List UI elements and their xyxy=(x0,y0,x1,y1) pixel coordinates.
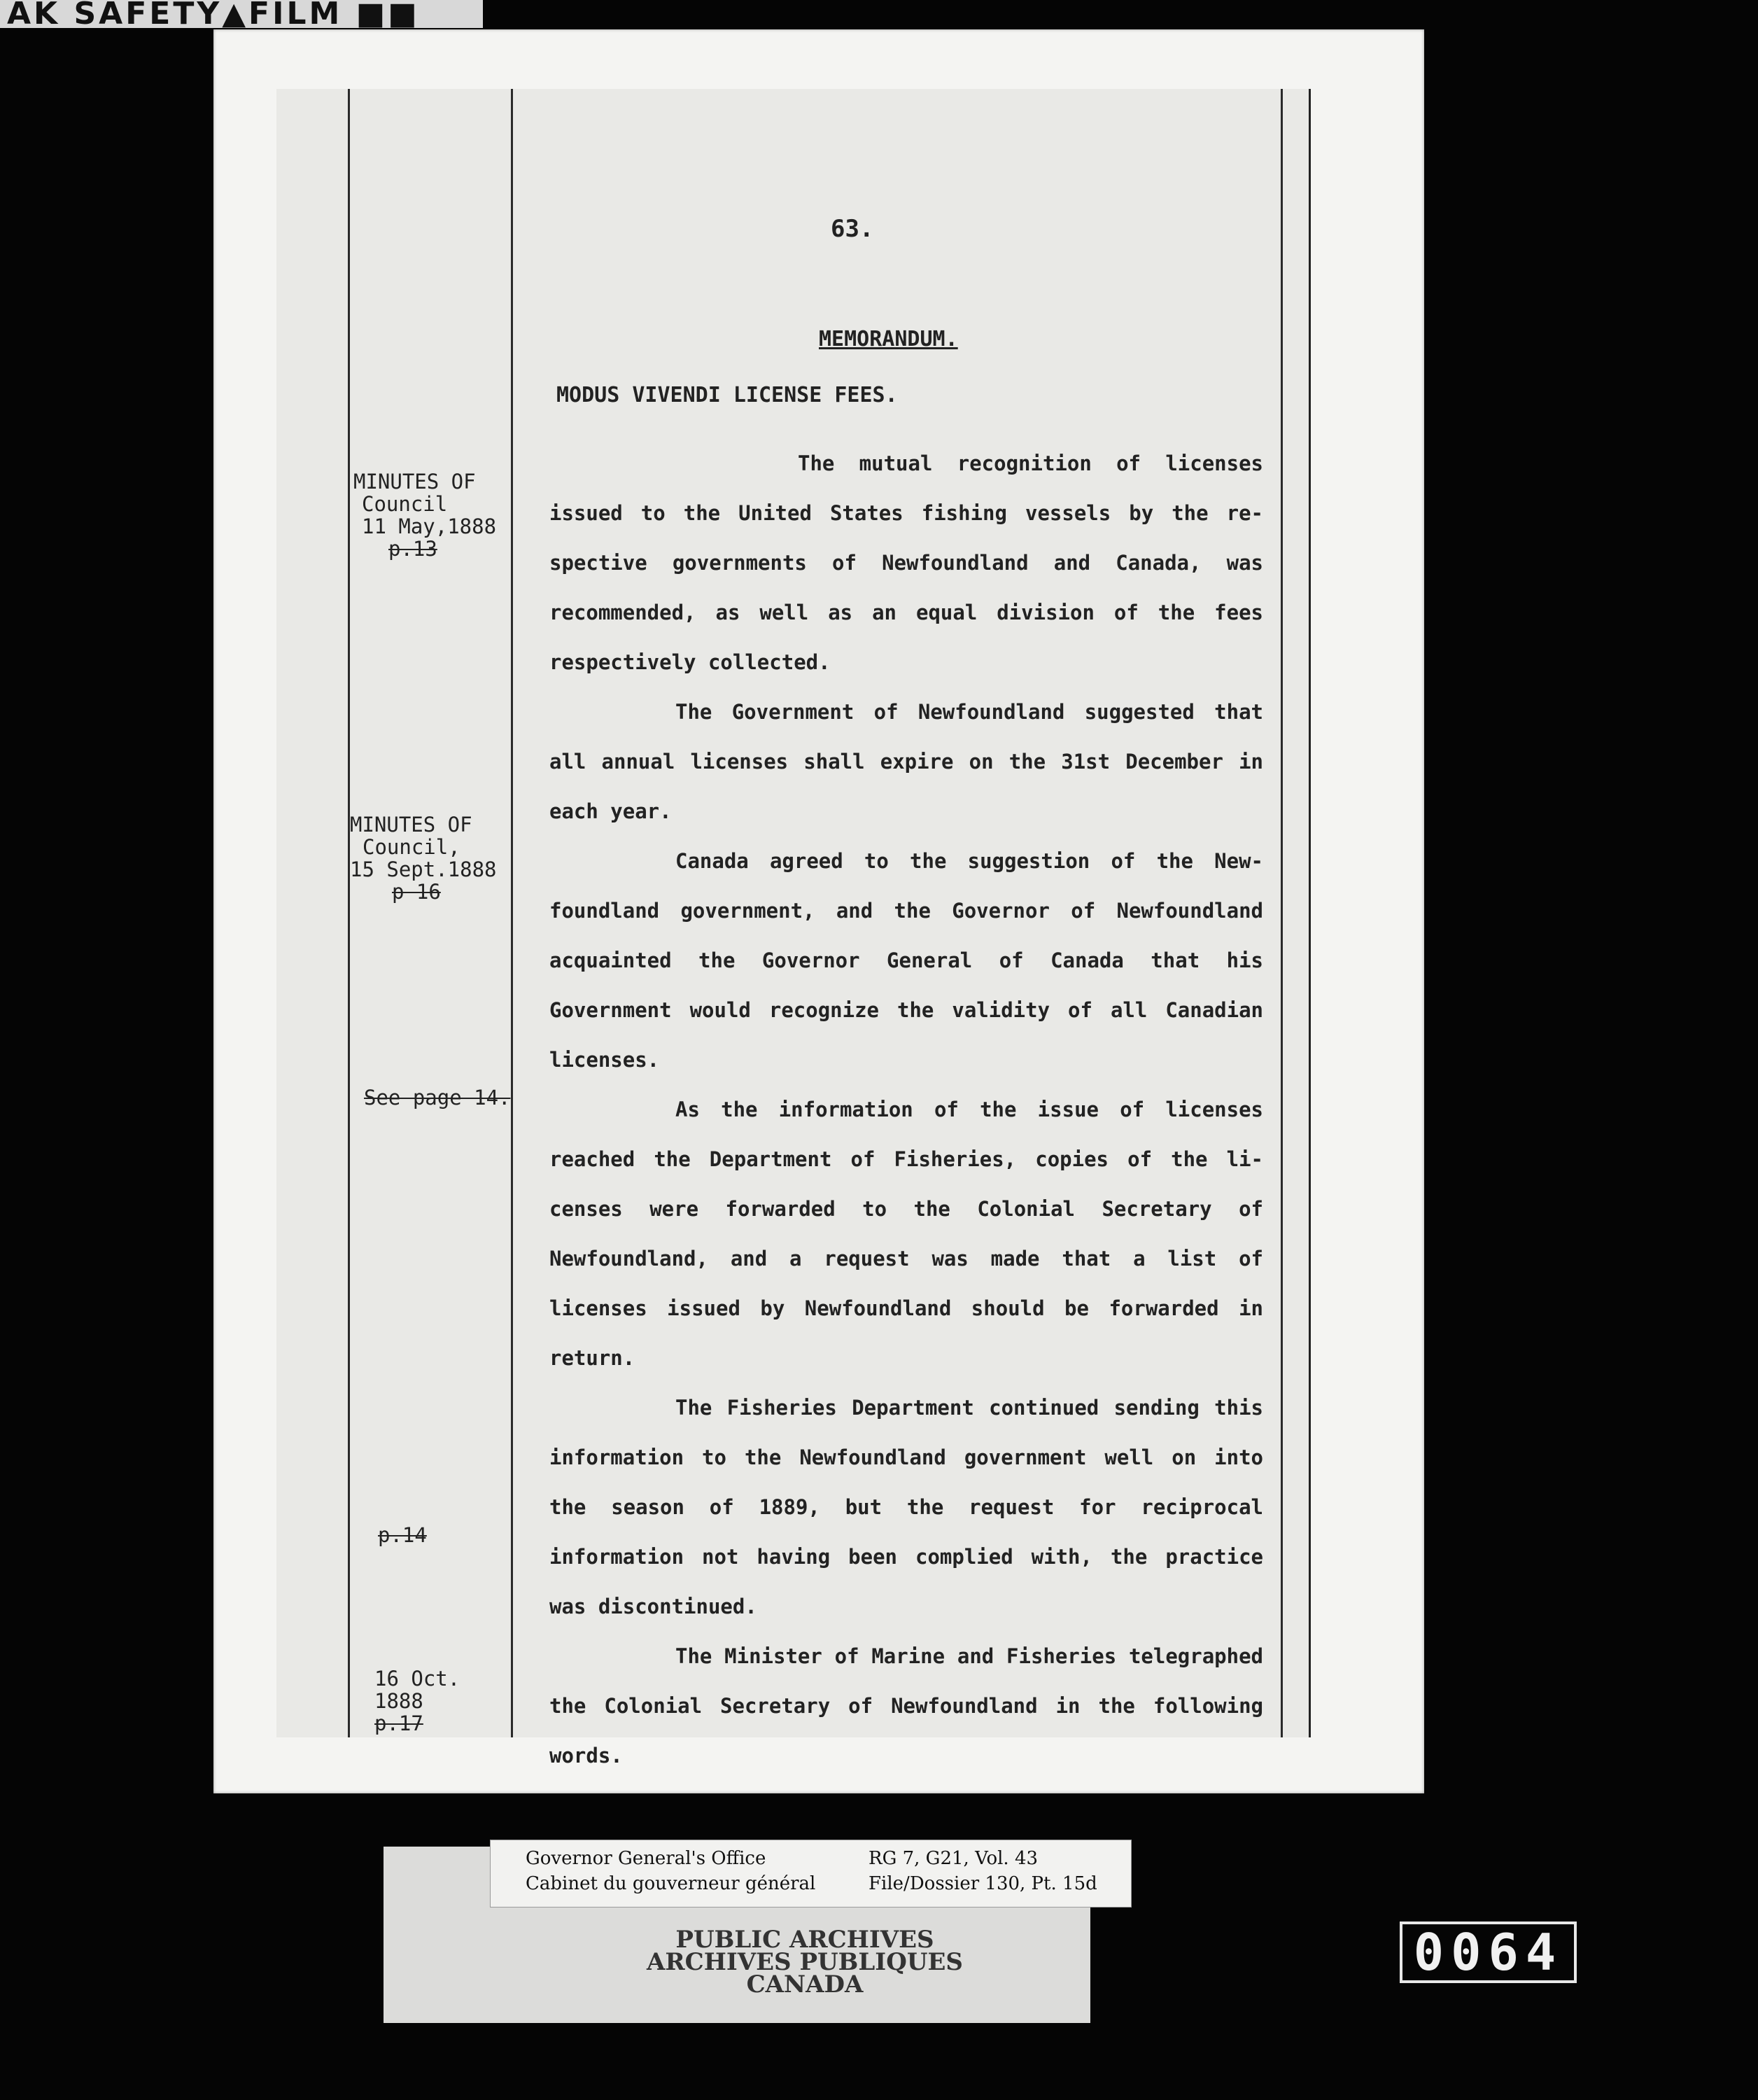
paragraph: As the information of the issue of licenses reached the Department of Fisheries, copies of the li- censes were forwarded to the Colonial Secretary of Newfoundland, and a request was made that a list of licenses issued by Newfoundland should be forwarded in return. xyxy=(549,1098,1263,1370)
reference-file: File/Dossier 130, Pt. 15d xyxy=(869,1873,1097,1894)
margin-note: See page 14. xyxy=(364,1086,511,1110)
archives-stamp: PUBLIC ARCHIVES ARCHIVES PUBLIQUES CANADA xyxy=(647,1926,963,1998)
margin-rule-inner xyxy=(511,89,513,1737)
paragraph: The Fisheries Department continued sending this information to the Newfoundland government well on into the season of 1889, but the request for reciprocal information not having been complied with, the practice was discontinued. xyxy=(549,1396,1263,1618)
archive-reference-strip xyxy=(490,1840,1132,1907)
document-title: MEMORANDUM. xyxy=(819,327,958,351)
page-number: 63. xyxy=(831,215,874,243)
document-page xyxy=(276,89,1311,1768)
margin-note: 16 Oct. 1888 p.17 xyxy=(374,1667,460,1735)
document-subtitle: MODUS VIVENDI LICENSE FEES. xyxy=(556,383,898,407)
paragraph: The Minister of Marine and Fisheries telegraphed the Colonial Secretary of Newfoundland in the following words. xyxy=(549,1644,1263,1768)
right-rule xyxy=(1281,89,1283,1737)
office-french: Cabinet du gouverneur général xyxy=(526,1873,816,1894)
document-mount xyxy=(213,29,1424,1793)
paragraph: The Government of Newfoundland suggested that all annual licenses shall expire on the 31st December in each year. xyxy=(549,700,1263,823)
memorandum-body xyxy=(549,439,1263,1781)
margin-rule-outer xyxy=(348,89,350,1737)
margin-note: p.14 xyxy=(378,1523,427,1547)
frame-number: 0064 xyxy=(1400,1921,1577,1983)
office-english: Governor General's Office xyxy=(526,1848,766,1869)
margin-note: MINUTES OF Council, 15 Sept.1888 p 16 xyxy=(350,813,497,904)
paragraph: Canada agreed to the suggestion of the New- foundland government, and the Governor of Newfoundland acquainted the Governor General of Canada that his Government would recognize the validity of all Canadian licenses. xyxy=(549,849,1263,1072)
reference-group: RG 7, G21, Vol. 43 xyxy=(869,1848,1039,1869)
paragraph: The mutual recognition of licenses issued to the United States fishing vessels by the re- spective governments of Newfoundland and Canada, was recommended, as well as an equal division of the fees respectively collected. xyxy=(549,451,1263,674)
film-edge-text: AK SAFETY▲FILM ■■ xyxy=(0,0,483,28)
margin-note: MINUTES OF Council 11 May,1888 p.13 xyxy=(353,470,497,561)
